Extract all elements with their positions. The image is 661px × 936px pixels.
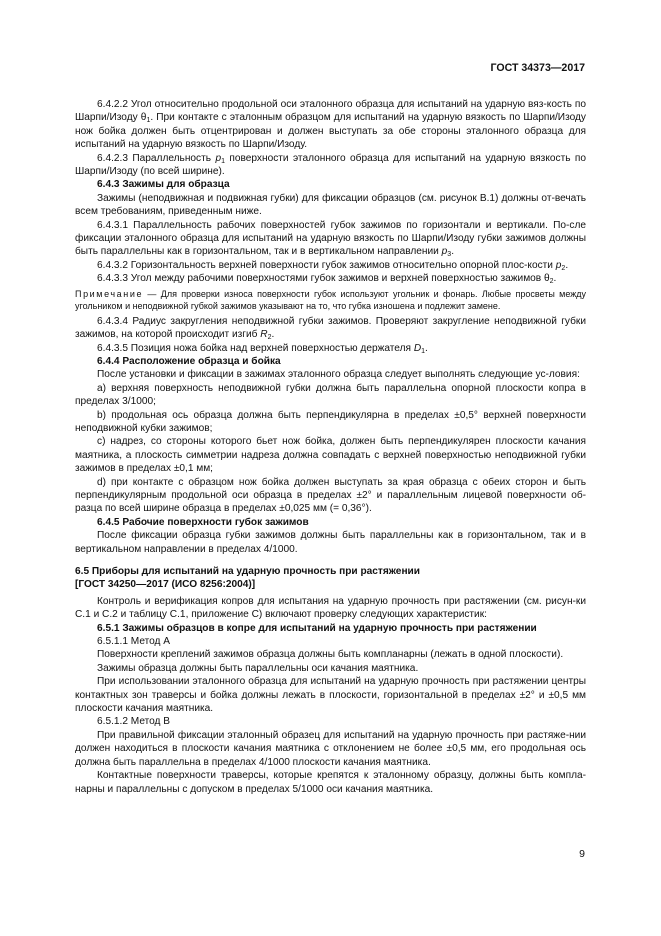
document-body xyxy=(75,98,586,796)
clause-6-4-2-3: 6.4.2.3 Параллельность $p_1$ поверхности эталонного образца для испытаний на ударную вязкость по Шарпи/Изоду (по всей ширине). xyxy=(75,152,586,178)
heading-6-5-line1: 6.5 Приборы для испытаний на ударную прочность при растяжении xyxy=(75,566,421,577)
clause-6-4-3-5: 6.4.3.5 Позиция ножа бойка над верхней поверхностью держателя $D_1$. xyxy=(97,342,428,355)
clause-6-4-2-2: 6.4.2.2 Угол относительно продольной оси эталонного образца для испытаний на ударную вяз-кость по Шарпи/Изоду $\theta_1$. При контакте с эталонным образцом для испытаний на ударную вязкость по Шарпи/Изоду нож бойка должен быть отцентрирован и должен выступать за обе стороны эталонного образца для испытаний на ударную вязкость по Шарпи/Изоду. xyxy=(75,99,586,151)
clause-6-4-5: После фиксации образца губки зажимов должны быть параллельны как в горизонтальном, так и в вертикальном направлении в пределах 4/1000. xyxy=(75,530,586,555)
heading-6-5-line2: [ГОСТ 34250—2017 (ИСО 8256:2004)] xyxy=(75,579,256,591)
clause-6-4-3: Зажимы (неподвижная и подвижная губки) для фиксации образцов (см. рисунок B.1) должны от-вечать всем требованиям, приведенным ниже. xyxy=(75,192,586,218)
list-item-d: d) при контакте с образцом нож бойка должен выступать за края образца с обеих сторон и быть перпендикулярным продольной оси образца в пределах ±2° и параллельным лицевой поверхности об-разца по всей ширине образца в пределах ±0,025 мм (= 0,36°). xyxy=(75,476,586,515)
heading-6-4-4: 6.4.4 Расположение образца и бойка xyxy=(97,355,281,367)
clause-6-4-3-1: 6.4.3.1 Параллельность рабочих поверхностей губок зажимов по горизонтали и вертикали. По-сле фиксации эталонного образца для испытаний на ударную вязкость по Шарпи/Изоду губки зажимов должны быть параллельны как в горизонтальном, так и в вертикальном направлении $p_3$. xyxy=(75,219,586,259)
list-item-c: c) надрез, со стороны которого бьет нож бойка, должен быть перпендикулярен плоскости качания маятника, а плоскость симметрии надреза должна совпадать с верхней поверхностью неподвижной губки зажимов в пределах ±0,1 мм; xyxy=(75,436,586,475)
clause-6-5-1-2-text-1: При правильной фиксации эталонный образец для испытаний на ударную прочность при растяже-нии должен находиться в плоскости качания маятника с отклонением не более ±0,5 мм, его продольная ось должна быть параллельна в пределах 4/1000 плоскости качания маятника. xyxy=(75,729,586,768)
clause-6-5-1-1: 6.5.1.1 Метод A xyxy=(97,636,171,648)
clause-6-5-1-2-text-2: Контактные поверхности траверсы, которые крепятся к эталонному образцу, должны быть компла-нарны и параллельны с допуском в пределах 5/1000 оси качания маятника. xyxy=(75,770,586,795)
page-number: 9 xyxy=(579,848,585,860)
note xyxy=(75,288,586,312)
list-item-a: a) верхняя поверхность неподвижной губки должна быть параллельна опорной плоскости копра в пределах 3/1000; xyxy=(75,382,586,408)
list-item-b: b) продольная ось образца должна быть перпендикулярна в пределах ±0,5° верхней поверхности неподвижной кубки зажимов; xyxy=(75,409,586,434)
clause-6-5-1-1-text-1: Поверхности креплений зажимов образца должны быть компланарны (лежать в одной плоскости). xyxy=(97,649,564,661)
clause-6-5-1-1-text-3: При использовании эталонного образца для испытаний на ударную прочность при растяжении центры контактных зон траверсы и бойка должны лежать в плоскости, горизонтальной в пределах ±2° и ±0,5 мм плоскости качания маятника. xyxy=(75,676,586,715)
clause-6-5-1-1-text-2: Зажимы образца должны быть параллельны оси качания маятника. xyxy=(97,662,419,674)
heading-6-5-1: 6.5.1 Зажимы образцов в копре для испытаний на ударную прочность при растяжении xyxy=(97,622,537,634)
heading-6-4-3: 6.4.3 Зажимы для образца xyxy=(97,179,230,191)
clause-6-4-4: После установки и фиксации в зажимах эталонного образца следует выполнять следующие ус-ловия: xyxy=(97,369,580,381)
clause-6-4-3-3: 6.4.3.3 Угол между рабочими поверхностями губок зажимов и верхней поверхностью зажимов $\theta_2$. xyxy=(97,273,557,286)
clause-6-5: Контроль и верификация копров для испытания на ударную прочность при растяжении (см. рисун-ки C.1 и C.2 и таблицу C.1, приложение C) включают проверку следующих характеристик: xyxy=(75,595,586,621)
clause-6-4-3-2: 6.4.3.2 Горизонтальность верхней поверхности губок зажимов относительно опорной плос-кости $p_2$. xyxy=(97,259,569,272)
document-code-header: ГОСТ 34373—2017 xyxy=(490,62,585,74)
heading-6-4-5: 6.4.5 Рабочие поверхности губок зажимов xyxy=(97,516,309,528)
note-text: — Для проверки износа поверхности губок используют угольник и фонарь. Любые просветы между угольником и неподвижной губкой зажимов указывают на то, что губка изношена и подлежит замене. xyxy=(75,288,586,311)
clause-6-5-1-2: 6.5.1.2 Метод B xyxy=(97,716,171,728)
clause-6-4-3-4: 6.4.3.4 Радиус закругления неподвижной губки зажимов. Проверяют закругление неподвижной губки зажимов, на которой происходит изгиб $R_2$. xyxy=(75,315,586,342)
note-label: Примечание xyxy=(75,288,144,299)
